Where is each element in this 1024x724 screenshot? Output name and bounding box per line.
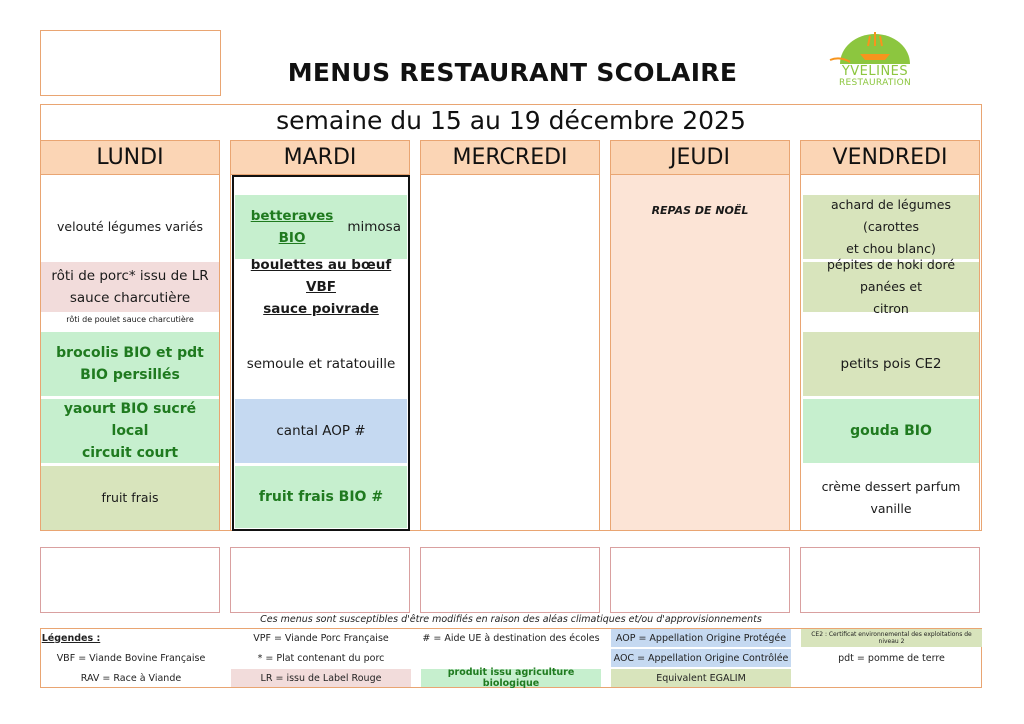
legend-rav: RAV = Race à Viande <box>80 672 182 684</box>
day-header-jeudi: JEUDI <box>611 141 789 175</box>
lundi-alt-dish: rôti de poulet sauce charcutière <box>66 315 194 324</box>
disclaimer-notice: Ces menus sont susceptibles d'être modifiés en raison des aléas climatiques et/ou d'approvisionnements <box>260 614 762 625</box>
day-header-mercredi: MERCREDI <box>421 141 599 175</box>
legend-aoc: AOC = Appellation Origine Contrôlée <box>611 649 791 667</box>
vendredi-main <box>803 257 979 316</box>
day-header-lundi: LUNDI <box>41 141 219 175</box>
lundi-side-line1: brocolis BIO et pdt <box>56 345 204 361</box>
legend-title: Légendes : <box>41 632 101 644</box>
mardi-dairy: cantal AOP # <box>235 399 407 463</box>
column-lundi <box>40 140 220 531</box>
column-jeudi <box>610 140 790 531</box>
lundi-main <box>41 262 219 312</box>
mardi-starter-rest: mimosa <box>343 219 401 235</box>
lundi-main-line2: sauce charcutière <box>69 290 191 306</box>
jeudi-note: REPAS DE NOËL <box>651 204 749 217</box>
vendredi-dessert: crème dessert parfum vanille <box>821 479 961 516</box>
day-header-mardi: MARDI <box>231 141 409 175</box>
mardi-dessert: fruit frais BIO # <box>235 466 407 528</box>
mardi-main-line2: sauce poivrade <box>263 301 379 317</box>
logo-line1: YVELINES <box>841 64 909 79</box>
sun-icon <box>820 24 930 68</box>
legend-vbf: VBF = Viande Bovine Française <box>56 652 206 664</box>
lundi-side-line2: BIO persillés <box>80 367 180 383</box>
legend-bio: produit issu agriculture biologique <box>421 669 601 687</box>
blank-box <box>40 30 221 96</box>
lundi-dairy-line2: circuit court <box>81 445 179 461</box>
extra-cell-mercredi <box>420 547 600 613</box>
vendredi-main-line2: citron <box>873 301 909 316</box>
yvelines-logo <box>820 24 930 96</box>
legend-porc: * = Plat contenant du porc <box>257 652 385 664</box>
mardi-side: semoule et ratatouille <box>246 356 396 372</box>
lundi-dessert: fruit frais <box>41 466 219 530</box>
vendredi-main-line1: pépites de hoki doré panées et <box>826 257 956 294</box>
vendredi-starter <box>803 195 979 259</box>
extra-cell-vendredi <box>800 547 980 613</box>
legend-pdt: pdt = pomme de terre <box>838 652 945 664</box>
vendredi-starter-line2: et chou blanc) <box>846 241 936 256</box>
mardi-main-line1: boulettes au bœuf VBF <box>250 257 392 295</box>
column-mardi <box>230 140 410 531</box>
column-mercredi <box>420 140 600 531</box>
legend-box <box>40 628 982 688</box>
legend-vpf: VPF = Viande Porc Française <box>253 632 389 644</box>
legend-aop: AOP = Appellation Origine Protégée <box>611 629 791 647</box>
week-title: semaine du 15 au 19 décembre 2025 <box>276 106 746 135</box>
mardi-starter-bio: betteraves BIO <box>250 208 334 246</box>
column-vendredi <box>800 140 980 531</box>
day-header-vendredi: VENDREDI <box>801 141 979 175</box>
page-title: MENUS RESTAURANT SCOLAIRE <box>287 58 738 87</box>
lundi-side <box>41 332 219 396</box>
vendredi-dairy: gouda BIO <box>803 399 979 463</box>
extra-cell-lundi <box>40 547 220 613</box>
extra-cell-jeudi <box>610 547 790 613</box>
extra-cell-mardi <box>230 547 410 613</box>
legend-lr: LR = issu de Label Rouge <box>231 669 411 687</box>
legend-aide-ue: # = Aide UE à destination des écoles <box>422 632 600 644</box>
logo-line2: RESTAURATION <box>838 78 912 88</box>
vendredi-side: petits pois CE2 <box>803 332 979 396</box>
lundi-dairy <box>41 399 219 463</box>
mardi-main <box>235 257 407 317</box>
lundi-starter: velouté légumes variés <box>57 219 203 234</box>
legend-ce2: CE2 : Certificat environnemental des exploitations de niveau 2 <box>801 629 982 647</box>
legend-egalim: Equivalent EGALIM <box>611 669 791 687</box>
lundi-dairy-line1: yaourt BIO sucré local <box>63 401 197 439</box>
mardi-starter <box>235 195 407 259</box>
vendredi-starter-line1: achard de légumes (carottes <box>831 197 951 234</box>
lundi-main-line1: rôti de porc* issu de LR <box>51 268 209 284</box>
